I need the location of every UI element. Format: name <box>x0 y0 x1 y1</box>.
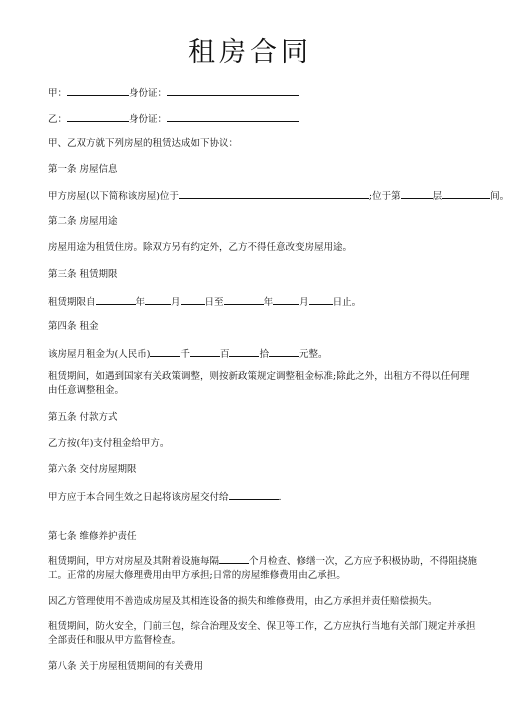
rent-hundreds-blank[interactable] <box>190 346 220 357</box>
party-b-label: 乙： <box>48 114 68 125</box>
article-5-heading: 第五条 付款方式 <box>48 412 118 423</box>
article-6-line <box>48 489 282 505</box>
article-6-text-1: 甲方应于本合同生效之日起将该房屋交付给 <box>48 492 229 503</box>
party-a-id-label: 身份证： <box>129 88 168 99</box>
party-a-id-blank[interactable] <box>167 85 299 96</box>
page-title: 租房合同 <box>188 37 312 68</box>
article-1-text-3: 层 <box>432 191 443 202</box>
article-2-body: 房屋用途为租赁住房。除双方另有约定外，乙方不得任意改变房屋用途。 <box>48 242 353 253</box>
start-month-blank[interactable] <box>145 294 171 305</box>
article-3-line <box>48 294 361 310</box>
party-b-id-blank[interactable] <box>167 111 299 122</box>
article-7-paragraph-2: 因乙方管理使用不善造成房屋及其相连设备的损失和维修费用，由乙方承担并责任赔偿损失。 <box>48 596 438 607</box>
article-1-line <box>48 188 509 204</box>
article-1-text-2: ;位于第 <box>368 191 401 202</box>
article-4-text-3: 百 <box>219 349 230 360</box>
article-3-text-6: 月 <box>299 297 309 308</box>
rent-tens-blank[interactable] <box>229 346 259 357</box>
article-4-text-5: 元整。 <box>298 349 328 360</box>
article-7-text-1a: 租赁期间，甲方对房屋及其附着设施每隔 <box>48 556 220 567</box>
article-5-body: 乙方按(年)支付租金给甲方。 <box>48 438 170 449</box>
article-7-heading: 第七条 维修养护责任 <box>48 531 137 542</box>
delivery-recipient-blank[interactable] <box>229 489 279 500</box>
rent-ones-blank[interactable] <box>269 346 299 357</box>
article-4-text-1: 该房屋月租金为(人民币) <box>48 349 151 360</box>
article-8-heading: 第八条 关于房屋租赁期间的有关费用 <box>48 661 204 672</box>
article-3-text-1: 租赁期限自 <box>48 297 96 308</box>
floor-blank[interactable] <box>401 188 433 199</box>
article-3-text-5: 年 <box>263 297 274 308</box>
party-a-name-blank[interactable] <box>67 85 129 96</box>
room-blank[interactable] <box>442 188 490 199</box>
party-b-id-label: 身份证： <box>129 114 168 125</box>
article-3-text-4: 日至 <box>204 297 224 308</box>
article-3-text-3: 月 <box>171 297 181 308</box>
article-7-paragraph-3: 租赁期间，防火安全，门前三包，综合治理及安全、保卫等工作，乙方应执行当地有关部门规定并承担全部责任和服从甲方监督检查。 <box>48 621 476 646</box>
article-3-text-2: 年 <box>135 297 146 308</box>
article-4-text-4: 拾 <box>259 349 269 360</box>
start-day-blank[interactable] <box>181 294 205 305</box>
start-year-blank[interactable] <box>96 294 136 305</box>
article-4-line <box>48 346 327 362</box>
article-3-text-7: 日止。 <box>332 297 362 308</box>
article-3-heading: 第三条 租赁期限 <box>48 269 118 280</box>
article-2-heading: 第二条 房屋用途 <box>48 216 118 227</box>
address-blank[interactable] <box>179 188 369 199</box>
party-b-name-blank[interactable] <box>67 111 129 122</box>
article-1-heading: 第一条 房屋信息 <box>48 164 118 175</box>
end-month-blank[interactable] <box>273 294 299 305</box>
rent-thousands-blank[interactable] <box>150 346 180 357</box>
article-4-heading: 第四条 租金 <box>48 321 99 332</box>
article-6-heading: 第六条 交付房屋期限 <box>48 464 137 475</box>
party-a-line <box>48 85 299 101</box>
article-7-paragraph-1 <box>48 553 478 583</box>
party-a-label: 甲： <box>48 88 68 99</box>
article-1-text-4: 间。 <box>490 191 509 202</box>
intro-text: 甲、乙双方就下列房屋的租赁达成如下协议： <box>48 138 239 149</box>
party-b-line <box>48 111 299 127</box>
end-day-blank[interactable] <box>309 294 333 305</box>
article-4-text-2: 千 <box>180 349 190 360</box>
inspection-interval-blank[interactable] <box>219 553 249 564</box>
end-year-blank[interactable] <box>224 294 264 305</box>
article-7-text-1b: 个月检查、修缮一次，乙方应予积极协助，不得阻挠施工。正常的房屋大修理费用由甲方承担;日常的房屋维修费用由乙承担。 <box>48 556 478 581</box>
article-1-text-1: 甲方房屋(以下简称该房屋)位于 <box>48 191 179 202</box>
article-6-text-2: . <box>278 492 282 503</box>
article-4-paragraph: 租赁期间，如遇到国家有关政策调整，则按新政策规定调整租金标准;除此之外，出租方不得以任何理由任意调整租金。 <box>48 371 470 396</box>
